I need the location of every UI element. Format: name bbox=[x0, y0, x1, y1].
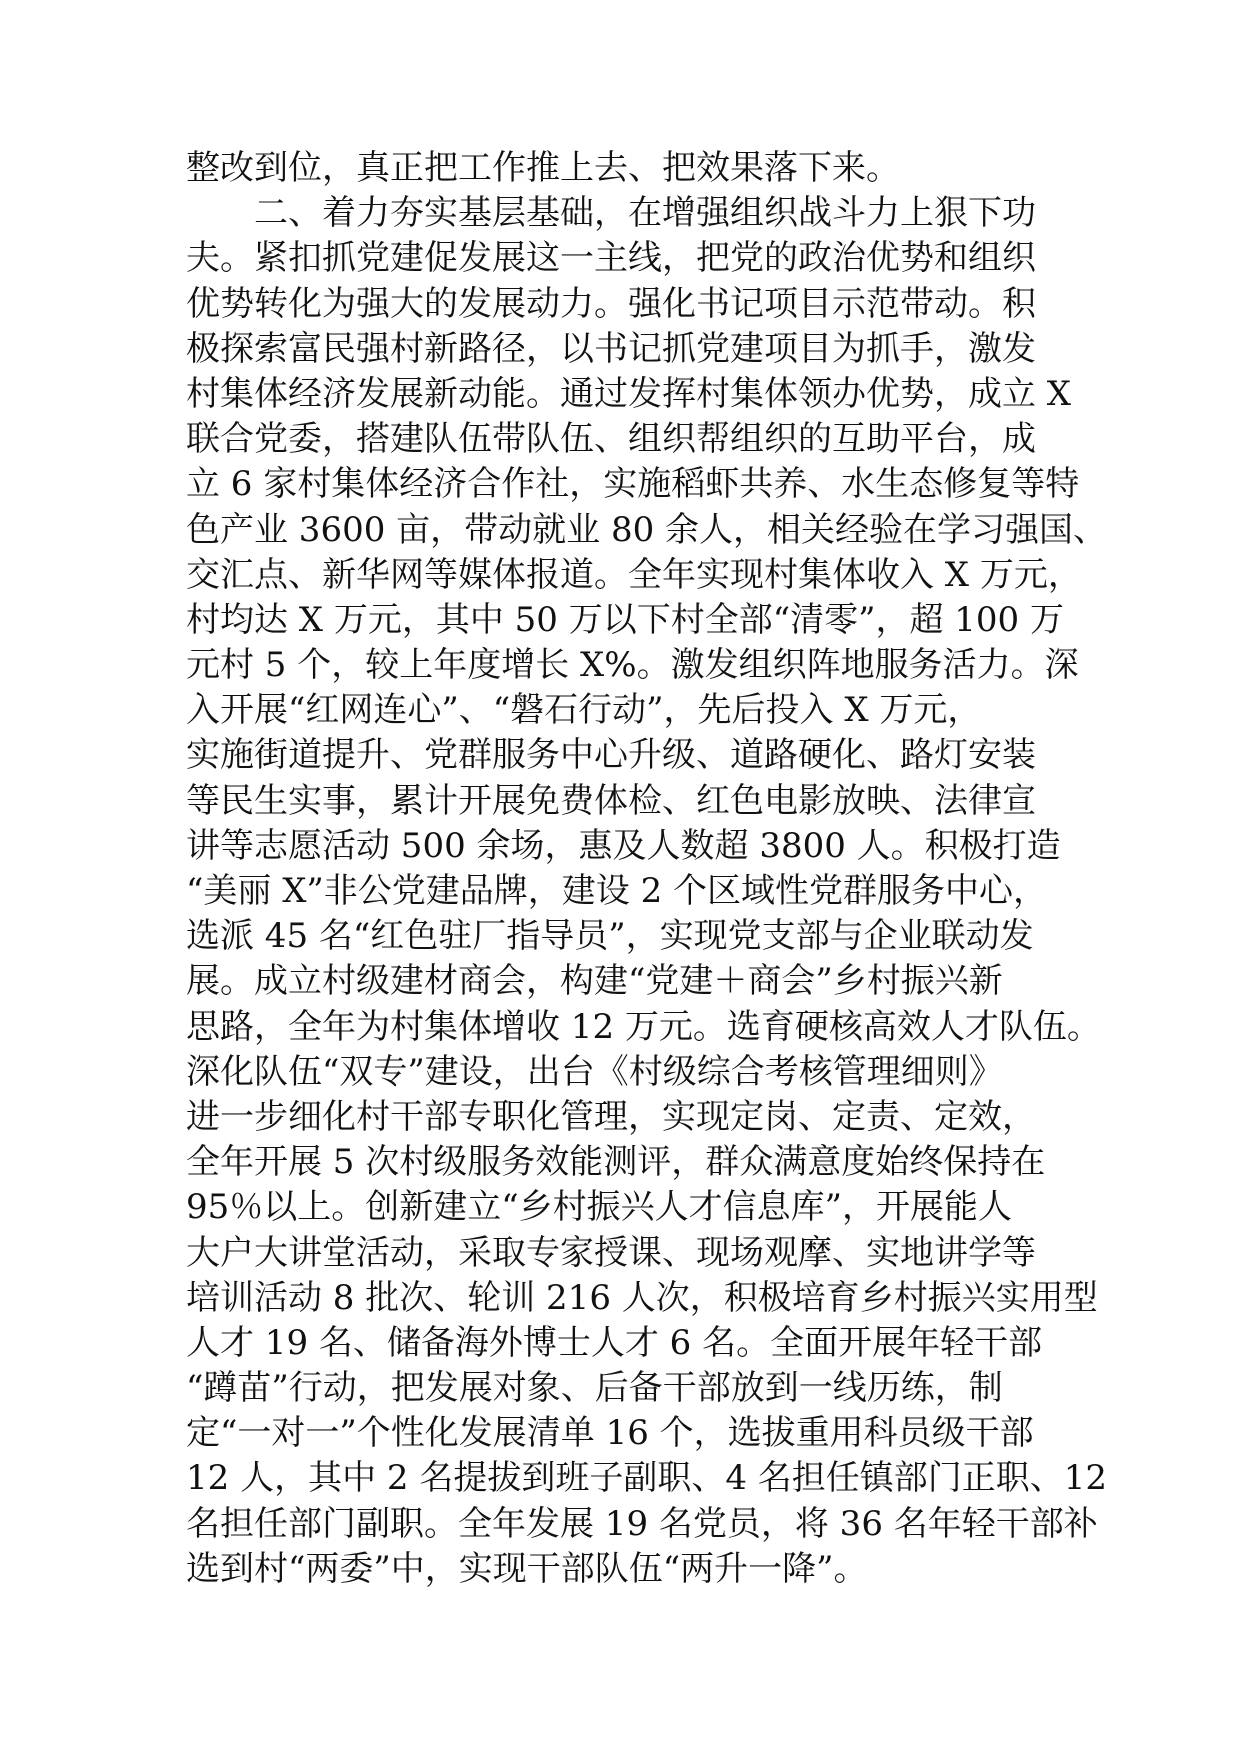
text-line: 入开展“红网连心”、“磐石行动”，先后投入 X 万元， bbox=[186, 690, 982, 731]
text-line: 等民生实事，累计开展免费体检、红色电影放映、法律宣 bbox=[186, 780, 1036, 821]
text-line: 元村 5 个，较上年度增长 X%。激发组织阵地服务活力。深 bbox=[186, 645, 1079, 686]
text-line: 极探索富民强村新路径，以书记抓党建项目为抓手，激发 bbox=[186, 328, 1036, 369]
text-line: 整改到位，真正把工作推上去、把效果落下来。 bbox=[186, 148, 900, 188]
text-line: 进一步细化村干部专职化管理，实现定岗、定责、定效， bbox=[186, 1096, 1036, 1137]
text-line: 交汇点、新华网等媒体报道。全年实现村集体收入 X 万元， bbox=[186, 554, 1082, 595]
document-body bbox=[186, 146, 1108, 1592]
text-line: “蹲苗”行动，把发展对象、后备干部放到一线历练，制 bbox=[186, 1368, 1003, 1409]
text-line: 展。成立村级建材商会，构建“党建＋商会”乡村振兴新 bbox=[186, 961, 1003, 1002]
text-line: 思路，全年为村集体增收 12 万元。选育硬核高效人才队伍。 bbox=[186, 1006, 1101, 1047]
text-line: “美丽 X”非公党建品牌，建设 2 个区域性党群服务中心， bbox=[186, 871, 1048, 911]
text-line: 村集体经济发展新动能。通过发挥村集体领办优势，成立 X bbox=[186, 373, 1072, 414]
text-line: 95％以上。创新建立“乡村振兴人才信息库”，开展能人 bbox=[186, 1187, 1013, 1228]
text-line: 立 6 家村集体经济合作社，实施稻虾共养、水生态修复等特 bbox=[186, 464, 1080, 505]
text-line: 培训活动 8 批次、轮训 216 人次，积极培育乡村振兴实用型 bbox=[186, 1277, 1098, 1318]
text-line: 名担任部门副职。全年发展 19 名党员，将 36 名年轻干部补 bbox=[186, 1503, 1098, 1544]
text-line: 人才 19 名、储备海外博士人才 6 名。全面开展年轻干部 bbox=[186, 1322, 1043, 1363]
text-line: 深化队伍“双专”建设，出台《村级综合考核管理细则》 bbox=[186, 1051, 1003, 1092]
text-line: 定“一对一”个性化发展清单 16 个，选拔重用科员级干部 bbox=[186, 1413, 1034, 1454]
text-line: 大户大讲堂活动，采取专家授课、现场观摩、实地讲学等 bbox=[186, 1232, 1036, 1273]
text-line: 讲等志愿活动 500 余场，惠及人数超 3800 人。积极打造 bbox=[186, 825, 1061, 866]
text-line: 优势转化为强大的发展动力。强化书记项目示范带动。积 bbox=[186, 283, 1036, 324]
text-line: 选派 45 名“红色驻厂指导员”，实现党支部与企业联动发 bbox=[186, 916, 1034, 957]
text-line: 12 人，其中 2 名提拔到班子副职、4 名担任镇部门正职、12 bbox=[186, 1458, 1108, 1499]
text-line: 全年开展 5 次村级服务效能测评，群众满意度始终保持在 bbox=[186, 1142, 1046, 1183]
text-line: 色产业 3600 亩，带动就业 80 余人，相关经验在学习强国、 bbox=[186, 509, 1108, 550]
text-line: 村均达 X 万元，其中 50 万以下村全部“清零”，超 100 万 bbox=[186, 599, 1064, 640]
text-line: 实施街道提升、党群服务中心升级、道路硬化、路灯安装 bbox=[186, 735, 1036, 776]
text-line: 联合党委，搭建队伍带队伍、组织帮组织的互助平台，成 bbox=[186, 419, 1036, 460]
text-line: 夫。紧扣抓党建促发展这一主线，把党的政治优势和组织 bbox=[186, 238, 1036, 279]
section-heading-line: 二、着力夯实基层基础，在增强组织战斗力上狠下功 bbox=[254, 193, 1036, 234]
text-line: 选到村“两委”中，实现干部队伍“两升一降”。 bbox=[186, 1548, 868, 1589]
